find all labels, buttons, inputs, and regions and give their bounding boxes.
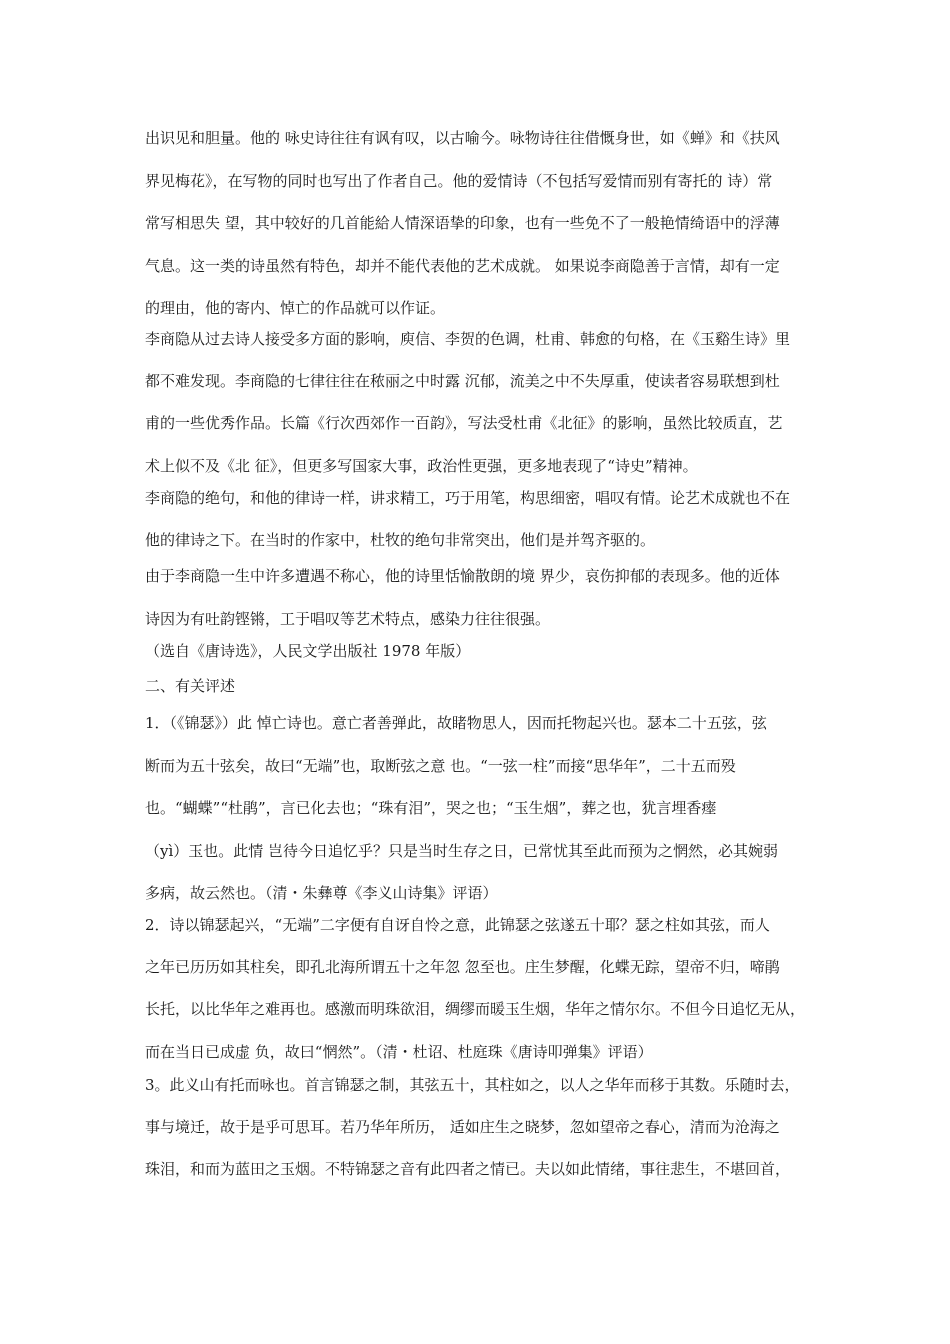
paragraph-line: 出识见和胆量。他的 咏史诗往往有讽有叹，以古喻今。咏物诗往往借慨身世，如《蝉》和《扶风: [145, 129, 780, 147]
paragraph-line: 2．诗以锦瑟起兴，“无端”二字便有自讶自怜之意，此锦瑟之弦遂五十耶？瑟之柱如其弦，而人: [145, 916, 770, 934]
paragraph-line: 珠泪，和而为蓝田之玉烟。不特锦瑟之音有此四者之情已。夫以如此情绪，事往悲生，不堪回首，: [145, 1160, 791, 1178]
paragraph-line: 界见梅花》，在写物的同时也写出了作者自己。他的爱情诗（不包括写爱情而别有寄托的 诗）常: [145, 172, 773, 190]
paragraph-line: 之年已历历如其柱矣，即孔北海所谓五十之年忽 忽至也。庄生梦醒，化蝶无踪，望帝不归，啼鹃: [145, 958, 780, 976]
paragraph-line: 常写相思失 望，其中较好的几首能給人情深语挚的印象，也有一些免不了一般艳情绮语中的浮薄: [145, 214, 780, 232]
section-heading: 二、有关评述: [145, 677, 236, 695]
paragraph-line: 而在当日已成虚 负，故曰“惘然”。（清・杜诏、杜庭珠《唐诗叩弹集》评语）: [145, 1043, 653, 1061]
paragraph-line: 都不难发现。李商隐的七律往往在秾丽之中时露 沉郁，流美之中不失厚重，使读者容易联想到杜: [145, 372, 780, 390]
paragraph-line: 的理由，他的寄内、悼亡的作品就可以作证。: [145, 299, 446, 317]
paragraph-line: 诗因为有吐韵铿锵，工于唱叹等艺术特点，感染力往往很强。: [145, 610, 551, 628]
paragraph-line: 事与境迁，故于是乎可思耳。若乃华年所历， 适如庄生之晓梦，忽如望帝之春心，清而为沧海之: [145, 1118, 780, 1136]
paragraph-line: 气息。这一类的诗虽然有特色，却并不能代表他的艺术成就。 如果说李商隐善于言情，却有一定: [145, 257, 780, 275]
paragraph-line: 断而为五十弦矣，故曰“无端”也，取断弦之意 也。“一弦一柱”而接“思华年”，二十五而殁: [145, 757, 736, 775]
source-note: （选自《唐诗选》，人民文学出版社 1978 年版）: [145, 642, 471, 660]
paragraph-line: 术上似不及《北 征》，但更多写国家大事，政治性更强，更多地表现了“诗史”精神。: [145, 457, 698, 475]
paragraph-line: 1．（《锦瑟》）此 悼亡诗也。意亡者善弹此，故睹物思人，因而托物起兴也。瑟本二十五弦，弦: [145, 714, 767, 732]
paragraph-line: 由于李商隐一生中许多遭遇不称心，他的诗里恬愉散朗的境 界少，哀伤抑郁的表现多。他的近体: [145, 567, 780, 585]
paragraph-line: 李商隐从过去诗人接受多方面的影响，庾信、李贺的色调，杜甫、韩愈的句格，在《玉谿生诗》里: [145, 330, 791, 348]
paragraph-line: 长托，以比华年之难再也。感激而明珠欲泪，绸缪而暖玉生烟，华年之情尔尔。不但今日追忆无从，: [145, 1000, 806, 1018]
paragraph-line: 他的律诗之下。在当时的作家中，杜牧的绝句非常突出，他们是并驾齐驱的。: [145, 531, 656, 549]
paragraph-line: 3。此义山有托而咏也。首言锦瑟之制，其弦五十，其柱如之，以人之华年而移于其数。乐随时去，: [145, 1076, 800, 1094]
paragraph-line: 也。“蝴蝶”“杜鹃”，言已化去也；“珠有泪”，哭之也；“玉生烟”，葬之也，犹言埋香瘗: [145, 799, 717, 817]
paragraph-line: （yì）玉也。此情 岂待今日追忆乎？只是当时生存之日，已常忧其至此而预为之惘然，必其婉弱: [145, 842, 779, 860]
paragraph-line: 多病，故云然也。（清・朱彝尊《李义山诗集》评语）: [145, 884, 498, 902]
paragraph-line: 甫的一些优秀作品。长篇《行次西郊作一百韵》，写法受杜甫《北征》的影响，虽然比较质直，艺: [145, 414, 783, 432]
paragraph-line: 李商隐的绝句，和他的律诗一样，讲求精工，巧于用笔，构思细密，唱叹有情。论艺术成就也不在: [145, 489, 791, 507]
